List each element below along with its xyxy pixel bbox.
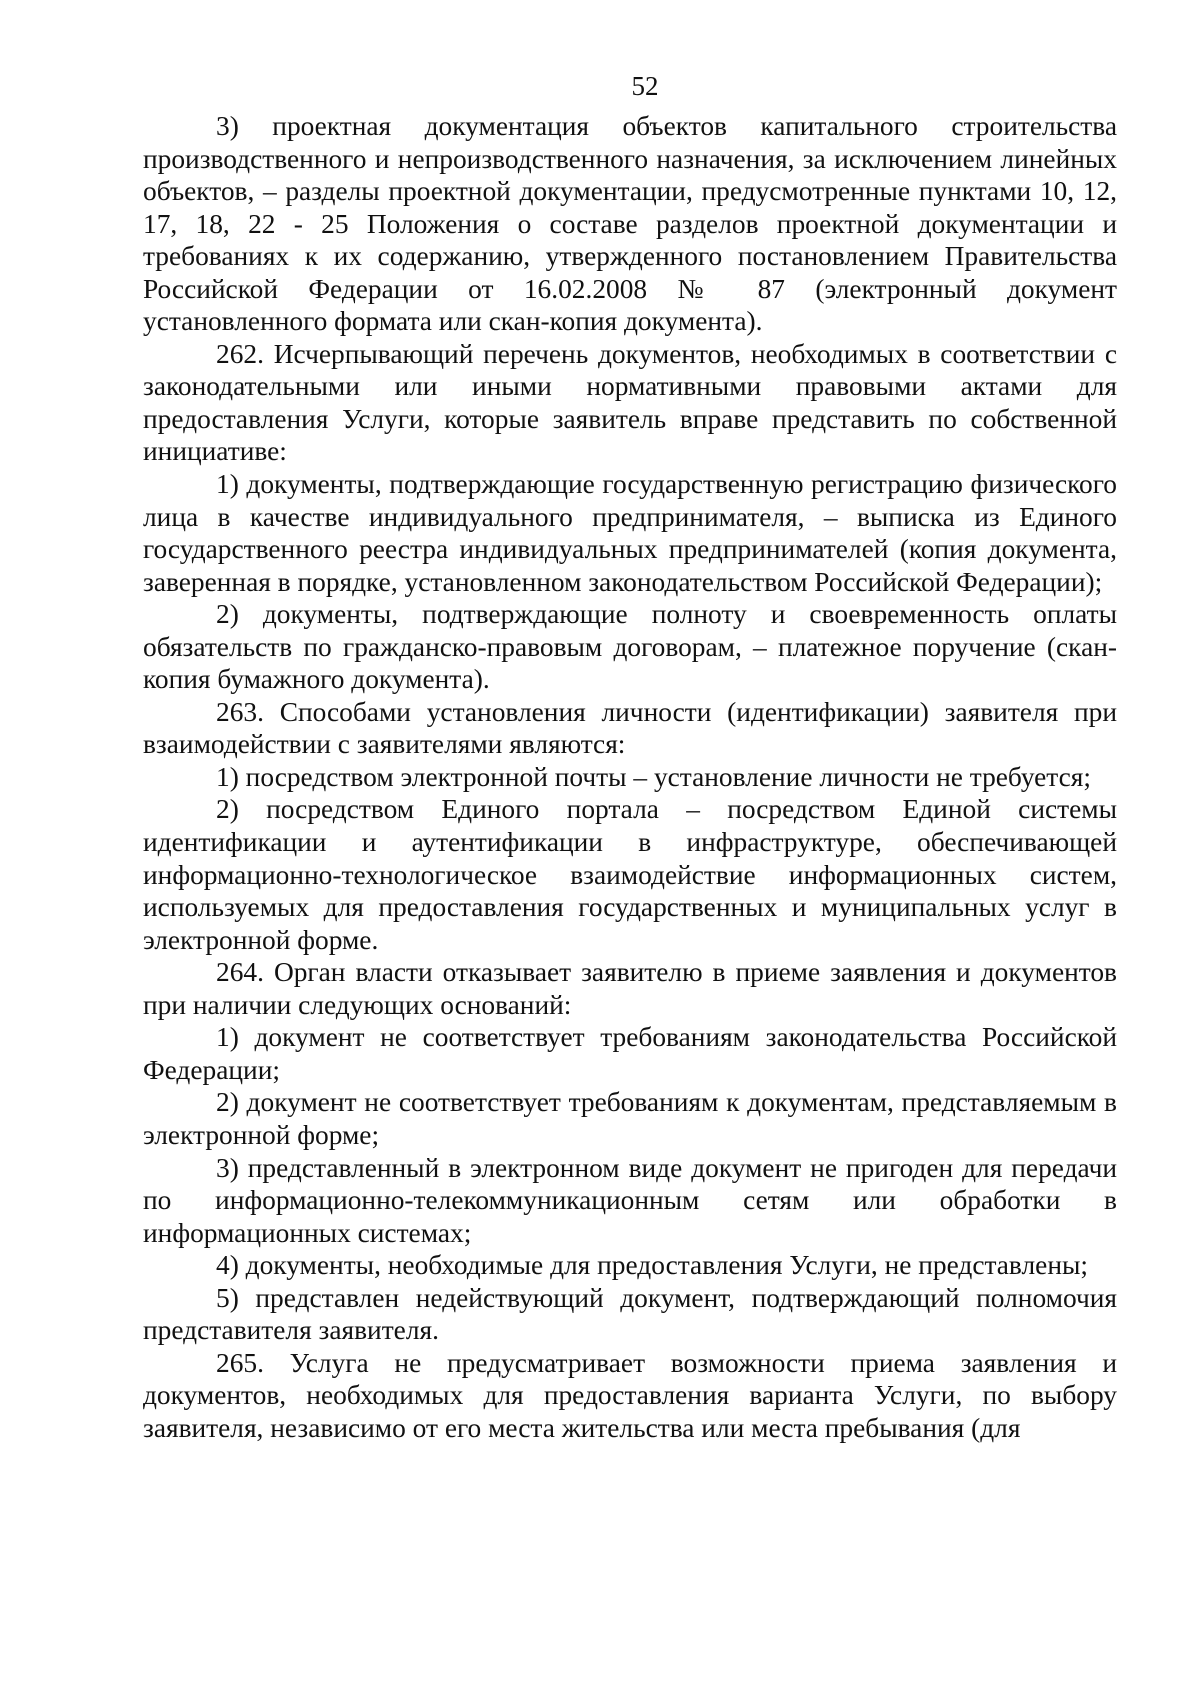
paragraph-262-item-2: 2) документы, подтверждающие полноту и своевременность оплаты обязательств по гражданско-правовым договорам, – платежное поручение (скан-копия бумажного документа). bbox=[143, 599, 1117, 695]
document-page bbox=[143, 70, 1117, 1444]
paragraph-263-item-2: 2) посредством Единого портала – посредством Единой системы идентификации и аутентификации в инфраструктуре, обеспечивающей информационно-технологическое взаимодействие информационных систем, используемых для предоставления государственных и муниципальных услуг в электронной форме. bbox=[143, 794, 1117, 955]
paragraph-265: 265. Услуга не предусматривает возможности приема заявления и документов, необходимых для предоставления варианта Услуги, по выбору заявителя, независимо от его места жительства или места пребывания (для bbox=[143, 1347, 1117, 1443]
paragraph-264-item-3: 3) представленный в электронном виде документ не пригоден для передачи по информационно-телекоммуникационным сетям или обработки в информационных системах; bbox=[143, 1152, 1117, 1248]
paragraph-264: 264. Орган власти отказывает заявителю в приеме заявления и документов при наличии следующих оснований: bbox=[143, 957, 1117, 1020]
paragraph-264-item-2: 2) документ не соответствует требованиям к документам, представляемым в электронной форме; bbox=[143, 1087, 1117, 1150]
paragraph-262: 262. Исчерпывающий перечень документов, необходимых в соответствии с законодательными или иными нормативными правовыми актами для предоставления Услуги, которые заявитель вправе представить по собственной инициативе: bbox=[143, 338, 1117, 467]
paragraph-item-3-project-docs: 3) проектная документация объектов капитального строительства производственного и непроизводственного назначения, за исключением линейных объектов, – разделы проектной документации, предусмотренные пунктами 10, 12, 17, 18, 22 - 25 Положения о составе разделов проектной документации и требованиях к их содержанию, утвержденного постановлением Правительства Российской Федерации от 16.02.2008 № 87 (электронный документ установленного формата или скан-копия документа). bbox=[143, 111, 1117, 337]
paragraph-263-item-1: 1) посредством электронной почты – установление личности не требуется; bbox=[216, 761, 1091, 792]
paragraph-264-item-4: 4) документы, необходимые для предоставления Услуги, не представлены; bbox=[216, 1250, 1089, 1281]
paragraph-263: 263. Способами установления личности (идентификации) заявителя при взаимодействии с заявителями являются: bbox=[143, 696, 1117, 760]
page-number: 52 bbox=[631, 71, 659, 101]
paragraph-264-item-1: 1) документ не соответствует требованиям законодательства Российской Федерации; bbox=[143, 1022, 1117, 1085]
paragraph-264-item-5: 5) представлен недействующий документ, подтверждающий полномочия представителя заявителя. bbox=[143, 1282, 1117, 1346]
paragraph-262-item-1: 1) документы, подтверждающие государственную регистрацию физического лица в качестве индивидуального предпринимателя, – выписка из Единого государственного реестра индивидуальных предпринимателей (копия документа, заверенная в порядке, установленном законодательством Российской Федерации); bbox=[143, 469, 1117, 597]
